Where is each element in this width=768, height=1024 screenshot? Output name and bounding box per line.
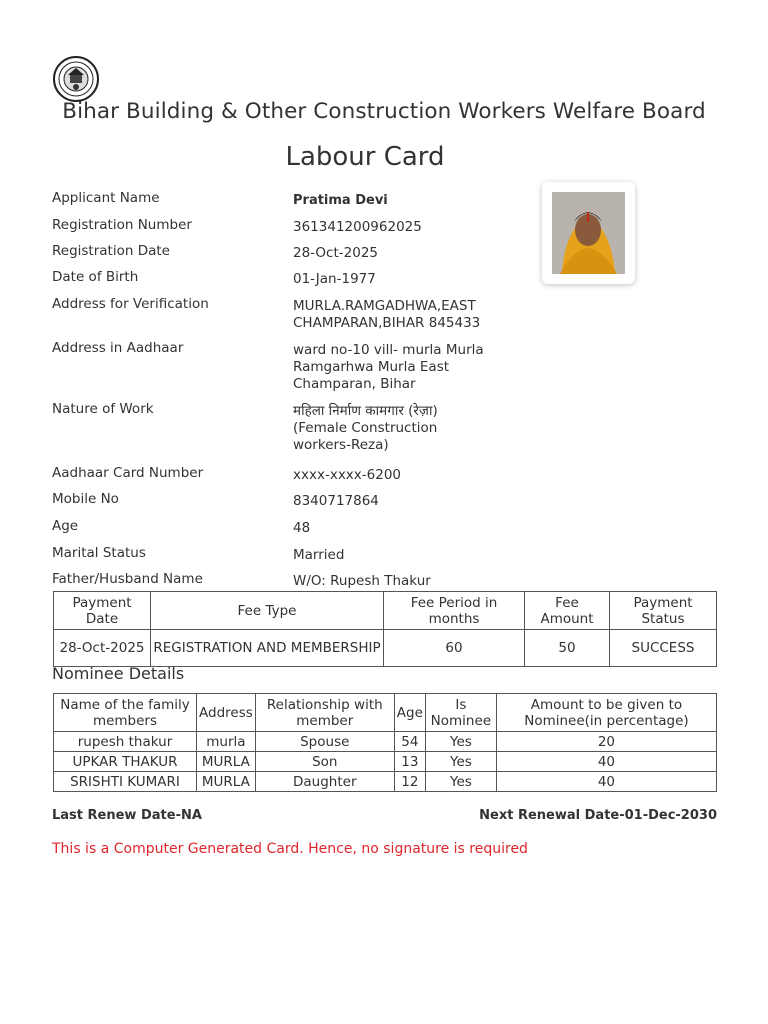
aadhaar-number-label: Aadhaar Card Number (52, 465, 204, 481)
address-aadhaar-value (293, 342, 484, 393)
nominee-address-cell: murla (197, 732, 256, 752)
nominee-table-header (54, 694, 717, 732)
fee-amount-header: Fee Amount (525, 592, 610, 630)
payment-table (53, 591, 717, 667)
address-aadhaar-line: ward no-10 vill- murla Murla (293, 342, 484, 358)
nominee-name-cell: SRISHTI KUMARI (54, 772, 197, 792)
nominee-age-cell: 13 (394, 752, 425, 772)
computer-generated-notice: This is a Computer Generated Card. Hence, no signature is required (52, 841, 528, 857)
date-of-birth-label: Date of Birth (52, 269, 139, 285)
applicant-name-label: Applicant Name (52, 190, 160, 206)
payment-table-header (54, 592, 717, 630)
applicant-name-value: Pratima Devi (293, 193, 388, 208)
fee-period-header: Fee Period in months (384, 592, 525, 630)
last-renew-date: Last Renew Date-NA (52, 808, 202, 823)
relationship-header: Relationship with member (255, 694, 394, 732)
nominee-address-cell: MURLA (197, 752, 256, 772)
name-header: Name of the family members (54, 694, 197, 732)
address-verification-value (293, 298, 480, 332)
address-aadhaar-line: Ramgarhwa Murla East (293, 359, 450, 375)
nominee-heading: Nominee Details (52, 664, 185, 683)
address-aadhaar-line: Champaran, Bihar (293, 376, 416, 392)
nominee-is-nominee-cell: Yes (425, 752, 496, 772)
payment-status-header: Payment Status (610, 592, 717, 630)
nominee-amount-cell: 40 (496, 752, 716, 772)
board-emblem-logo (52, 55, 100, 103)
nature-of-work-label: Nature of Work (52, 401, 154, 417)
nature-of-work-line: workers-Reza) (293, 437, 389, 453)
payment-status-cell: SUCCESS (610, 630, 717, 667)
nature-of-work-hindi: महिला निर्माण कामगार (रेज़ा) (293, 403, 438, 419)
date-of-birth-value: 01-Jan-1977 (293, 271, 376, 287)
applicant-photo (552, 192, 625, 274)
registration-number-value: 361341200962025 (293, 219, 422, 235)
age-label: Age (52, 518, 79, 534)
registration-number-label: Registration Number (52, 217, 192, 233)
nominee-age-cell: 12 (394, 772, 425, 792)
table-row (54, 772, 717, 792)
age-value: 48 (293, 520, 311, 536)
nominee-age-cell: 54 (394, 732, 425, 752)
address-verification-line: MURLA.RAMGADHWA,EAST (293, 298, 476, 314)
nominee-amount-cell: 40 (496, 772, 716, 792)
nominee-relationship-cell: Son (255, 752, 394, 772)
marital-status-label: Marital Status (52, 545, 146, 561)
amount-header: Amount to be given to Nominee(in percentage) (496, 694, 716, 732)
next-renewal-date: Next Renewal Date-01-Dec-2030 (479, 808, 717, 823)
nominee-relationship-cell: Daughter (255, 772, 394, 792)
nominee-name-cell: rupesh thakur (54, 732, 197, 752)
is-nominee-header: Is Nominee (425, 694, 496, 732)
applicant-photo-frame (542, 182, 635, 284)
nominee-is-nominee-cell: Yes (425, 772, 496, 792)
father-husband-label: Father/Husband Name (52, 571, 203, 587)
payment-date-header: Payment Date (54, 592, 151, 630)
table-row (54, 630, 717, 667)
father-husband-value: W/O: Rupesh Thakur (293, 573, 431, 589)
nominee-name-cell: UPKAR THAKUR (54, 752, 197, 772)
table-row (54, 732, 717, 752)
fee-type-cell: REGISTRATION AND MEMBERSHIP (151, 630, 384, 667)
nominee-amount-cell: 20 (496, 732, 716, 752)
nominee-address-cell: MURLA (197, 772, 256, 792)
age-header: Age (394, 694, 425, 732)
organization-name: Bihar Building & Other Construction Workers Welfare Board (62, 99, 706, 124)
table-row (54, 752, 717, 772)
fee-type-header: Fee Type (151, 592, 384, 630)
nature-of-work-value (293, 403, 438, 454)
address-verification-label: Address for Verification (52, 296, 209, 312)
fee-period-cell: 60 (384, 630, 525, 667)
nature-of-work-line: (Female Construction (293, 420, 438, 436)
nominee-table (53, 693, 717, 792)
mobile-label: Mobile No (52, 491, 119, 507)
aadhaar-number-value: xxxx-xxxx-6200 (293, 467, 402, 483)
address-verification-line: CHAMPARAN,BIHAR 845433 (293, 315, 481, 331)
marital-status-value: Married (293, 547, 345, 563)
mobile-value: 8340717864 (293, 493, 379, 509)
registration-date-value: 28-Oct-2025 (293, 245, 378, 261)
fee-amount-cell: 50 (525, 630, 610, 667)
address-header: Address (197, 694, 256, 732)
page-title: Labour Card (285, 142, 445, 172)
address-aadhaar-label: Address in Aadhaar (52, 340, 184, 356)
registration-date-label: Registration Date (52, 243, 170, 259)
nominee-is-nominee-cell: Yes (425, 732, 496, 752)
nominee-relationship-cell: Spouse (255, 732, 394, 752)
payment-date-cell: 28-Oct-2025 (54, 630, 151, 667)
